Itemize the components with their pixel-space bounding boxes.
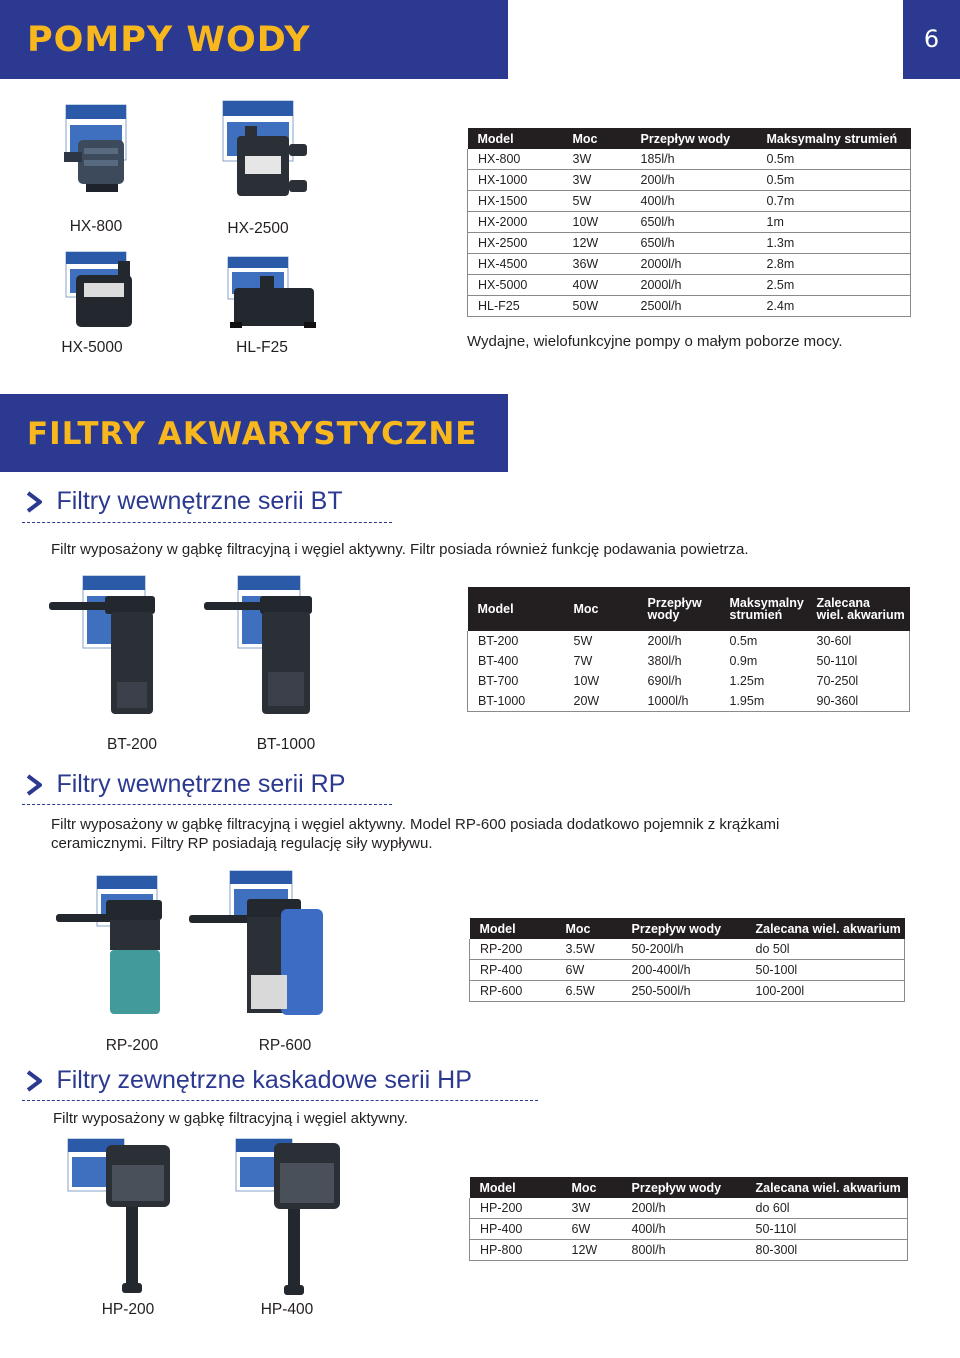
table-cell: 800l/h — [622, 1240, 746, 1261]
table-cell: 6.5W — [556, 981, 622, 1002]
bt-spec-table — [467, 587, 910, 712]
column-header: Zalecana wiel. akwarium — [807, 587, 910, 631]
table-cell: 185l/h — [631, 149, 757, 170]
table-cell: 650l/h — [631, 233, 757, 254]
column-header: Zalecana wiel. akwarium — [746, 1177, 908, 1198]
table-cell: 1m — [757, 212, 911, 233]
product-caption-hx-800: HX-800 — [69, 218, 123, 235]
column-header: Model — [470, 918, 556, 939]
rp-description-line-1: Filtr wyposażony w gąbkę filtracyjną i węgiel aktywny. Model RP-600 posiada dodatkowo pojemnik z krążkami — [51, 816, 780, 833]
table-row — [470, 1198, 908, 1219]
table-row — [468, 671, 910, 691]
product-caption-bt-1000: BT-1000 — [256, 736, 316, 753]
table-cell: HP-400 — [470, 1219, 562, 1240]
table-cell: 50W — [563, 296, 631, 317]
hp-spec-table — [469, 1177, 908, 1261]
table-cell: HX-2000 — [468, 212, 563, 233]
table-cell: 0.5m — [729, 634, 758, 648]
table-row — [468, 254, 911, 275]
table-cell: 2.4m — [757, 296, 911, 317]
table-cell: 5W — [563, 191, 631, 212]
table-cell: 100-200l — [746, 981, 905, 1002]
table-cell: 10W — [573, 674, 600, 688]
table-header-row — [468, 587, 910, 631]
column-header: Maksymalny strumień — [720, 587, 807, 631]
table-cell: HP-200 — [470, 1198, 562, 1219]
table-cell: RP-400 — [470, 960, 556, 981]
product-caption-hl-f25: HL-F25 — [236, 339, 288, 356]
table-cell: do 50l — [746, 939, 905, 960]
product-image-bt-1000 — [200, 572, 330, 722]
rp-section-title: Filtry wewnętrzne serii RP — [56, 770, 346, 798]
product-image-hp-400 — [232, 1135, 352, 1305]
table-row — [470, 1240, 908, 1261]
chevron-right-icon — [22, 1068, 48, 1094]
table-cell: 2000l/h — [631, 275, 757, 296]
table-cell: 250-500l/h — [622, 981, 746, 1002]
product-image-rp-200 — [52, 870, 177, 1025]
product-caption-hx-5000: HX-5000 — [61, 339, 123, 356]
table-cell: 2.8m — [757, 254, 911, 275]
table-header-row — [470, 918, 905, 939]
table-cell: 30-60l — [807, 631, 910, 651]
product-caption-hp-200: HP-200 — [101, 1301, 155, 1318]
table-cell: 2.5m — [757, 275, 911, 296]
hp-section-heading — [22, 1066, 472, 1095]
chevron-right-icon — [22, 772, 48, 798]
table-cell: 200-400l/h — [622, 960, 746, 981]
table-cell: RP-200 — [470, 939, 556, 960]
column-header: Model — [468, 128, 563, 149]
table-cell: 12W — [563, 233, 631, 254]
product-caption-rp-600: RP-600 — [258, 1037, 312, 1054]
table-cell: HX-2500 — [468, 233, 563, 254]
table-row — [470, 1219, 908, 1240]
table-cell: 80-300l — [746, 1240, 908, 1261]
product-caption-bt-200: BT-200 — [107, 736, 157, 753]
section-divider — [22, 522, 392, 523]
column-header: Maksymalny strumień — [757, 128, 911, 149]
table-cell: 650l/h — [631, 212, 757, 233]
bt-section-heading — [22, 487, 343, 516]
product-image-rp-600 — [185, 865, 335, 1025]
table-cell: BT-1000 — [468, 691, 564, 712]
table-cell: 20W — [564, 691, 638, 712]
column-header: Moc — [562, 1177, 622, 1198]
table-row — [468, 691, 910, 712]
table-cell: RP-600 — [470, 981, 556, 1002]
table-row — [468, 191, 911, 212]
bt-section-title: Filtry wewnętrzne serii BT — [56, 487, 343, 515]
section-divider — [22, 1100, 538, 1101]
table-cell: 50-110l — [807, 651, 910, 671]
table-cell: HX-1500 — [468, 191, 563, 212]
column-header: Przepływ wody — [622, 918, 746, 939]
table-cell: 6W — [562, 1219, 622, 1240]
table-row — [468, 212, 911, 233]
table-cell: 50-200l/h — [622, 939, 746, 960]
table-cell: 50-100l — [746, 960, 905, 981]
bt-description: Filtr wyposażony w gąbkę filtracyjną i węgiel aktywny. Filtr posiada również funkcję podawania powietrza. — [51, 541, 749, 558]
table-row — [470, 960, 905, 981]
product-image-hx-2500 — [215, 96, 325, 216]
header-banner — [0, 0, 508, 79]
pump-spec-table — [467, 128, 911, 317]
product-image-bt-200 — [45, 572, 175, 722]
table-cell: 70-250l — [807, 671, 910, 691]
table-row — [468, 149, 911, 170]
product-image-hl-f25 — [218, 252, 328, 342]
table-cell: 2500l/h — [631, 296, 757, 317]
product-caption-hx-2500: HX-2500 — [227, 220, 289, 237]
table-cell: 3W — [562, 1198, 622, 1219]
product-caption-rp-200: RP-200 — [105, 1037, 159, 1054]
table-row — [468, 170, 911, 191]
column-header: Zalecana wiel. akwarium — [746, 918, 905, 939]
table-row — [468, 631, 910, 651]
table-cell: 40W — [563, 275, 631, 296]
table-cell: 5W — [573, 634, 593, 648]
table-cell: 200l/h — [622, 1198, 746, 1219]
table-cell: 0.5m — [757, 149, 911, 170]
table-cell: 3.5W — [556, 939, 622, 960]
pumps-note: Wydajne, wielofunkcyjne pompy o małym poborze mocy. — [467, 333, 843, 350]
table-cell: 6W — [556, 960, 622, 981]
table-cell: 3W — [563, 170, 631, 191]
rp-section-heading — [22, 770, 345, 799]
table-cell: 1.95m — [720, 691, 807, 712]
page-number: 6 — [903, 0, 960, 79]
table-cell: HL-F25 — [468, 296, 563, 317]
table-cell: 200l/h — [647, 634, 682, 648]
table-cell: BT-400 — [468, 651, 564, 671]
table-cell: HX-800 — [468, 149, 563, 170]
rp-spec-table — [469, 918, 905, 1002]
column-header: Moc — [563, 128, 631, 149]
table-cell: 400l/h — [631, 191, 757, 212]
hp-section-title: Filtry zewnętrzne kaskadowe serii HP — [56, 1066, 472, 1094]
filters-banner — [0, 394, 508, 472]
table-row — [468, 233, 911, 254]
column-header: Model — [470, 1177, 562, 1198]
table-cell: 1.25m — [729, 674, 765, 688]
column-header: Moc — [556, 918, 622, 939]
table-cell: do 60l — [746, 1198, 908, 1219]
table-cell: 90-360l — [807, 691, 910, 712]
table-header-row — [470, 1177, 908, 1198]
table-cell: HX-4500 — [468, 254, 563, 275]
table-cell: HX-5000 — [468, 275, 563, 296]
table-cell: 380l/h — [647, 654, 682, 668]
table-cell: BT-700 — [468, 671, 564, 691]
table-cell: 200l/h — [631, 170, 757, 191]
column-header: Przepływ wody — [622, 1177, 746, 1198]
table-row — [468, 296, 911, 317]
table-row — [470, 939, 905, 960]
chevron-right-icon — [22, 489, 48, 515]
table-row — [470, 981, 905, 1002]
section-divider — [22, 804, 392, 805]
table-cell: 2000l/h — [631, 254, 757, 275]
table-cell: 0.7m — [757, 191, 911, 212]
product-image-hx-5000 — [58, 247, 148, 342]
table-cell: BT-200 — [468, 631, 564, 651]
hp-description: Filtr wyposażony w gąbkę filtracyjną i węgiel aktywny. — [53, 1110, 408, 1127]
rp-description-line-2: ceramicznymi. Filtry RP posiadają regulację siły wypływu. — [51, 835, 433, 852]
product-image-hp-200 — [62, 1135, 182, 1305]
table-cell: HX-1000 — [468, 170, 563, 191]
table-row — [468, 275, 911, 296]
table-cell: 0.9m — [729, 654, 758, 668]
table-cell: 36W — [563, 254, 631, 275]
product-caption-hp-400: HP-400 — [260, 1301, 314, 1318]
table-cell: 1000l/h — [638, 691, 720, 712]
column-header: Przepływ wody — [631, 128, 757, 149]
table-cell: 690l/h — [647, 674, 682, 688]
column-header: Moc — [564, 587, 638, 631]
table-header-row — [468, 128, 911, 149]
table-cell: HP-800 — [470, 1240, 562, 1261]
product-image-hx-800 — [56, 100, 146, 215]
column-header: Przepływ wody — [638, 587, 720, 631]
table-cell: 1.3m — [757, 233, 911, 254]
table-cell: 7W — [573, 654, 593, 668]
table-cell: 3W — [563, 149, 631, 170]
table-cell: 50-110l — [746, 1219, 908, 1240]
table-cell: 400l/h — [622, 1219, 746, 1240]
table-cell: 10W — [563, 212, 631, 233]
table-row — [468, 651, 910, 671]
page-title: POMPY WODY — [27, 20, 311, 60]
table-cell: 0.5m — [757, 170, 911, 191]
filters-banner-title: FILTRY AKWARYSTYCZNE — [27, 416, 478, 452]
column-header: Model — [468, 587, 564, 631]
table-cell: 12W — [562, 1240, 622, 1261]
